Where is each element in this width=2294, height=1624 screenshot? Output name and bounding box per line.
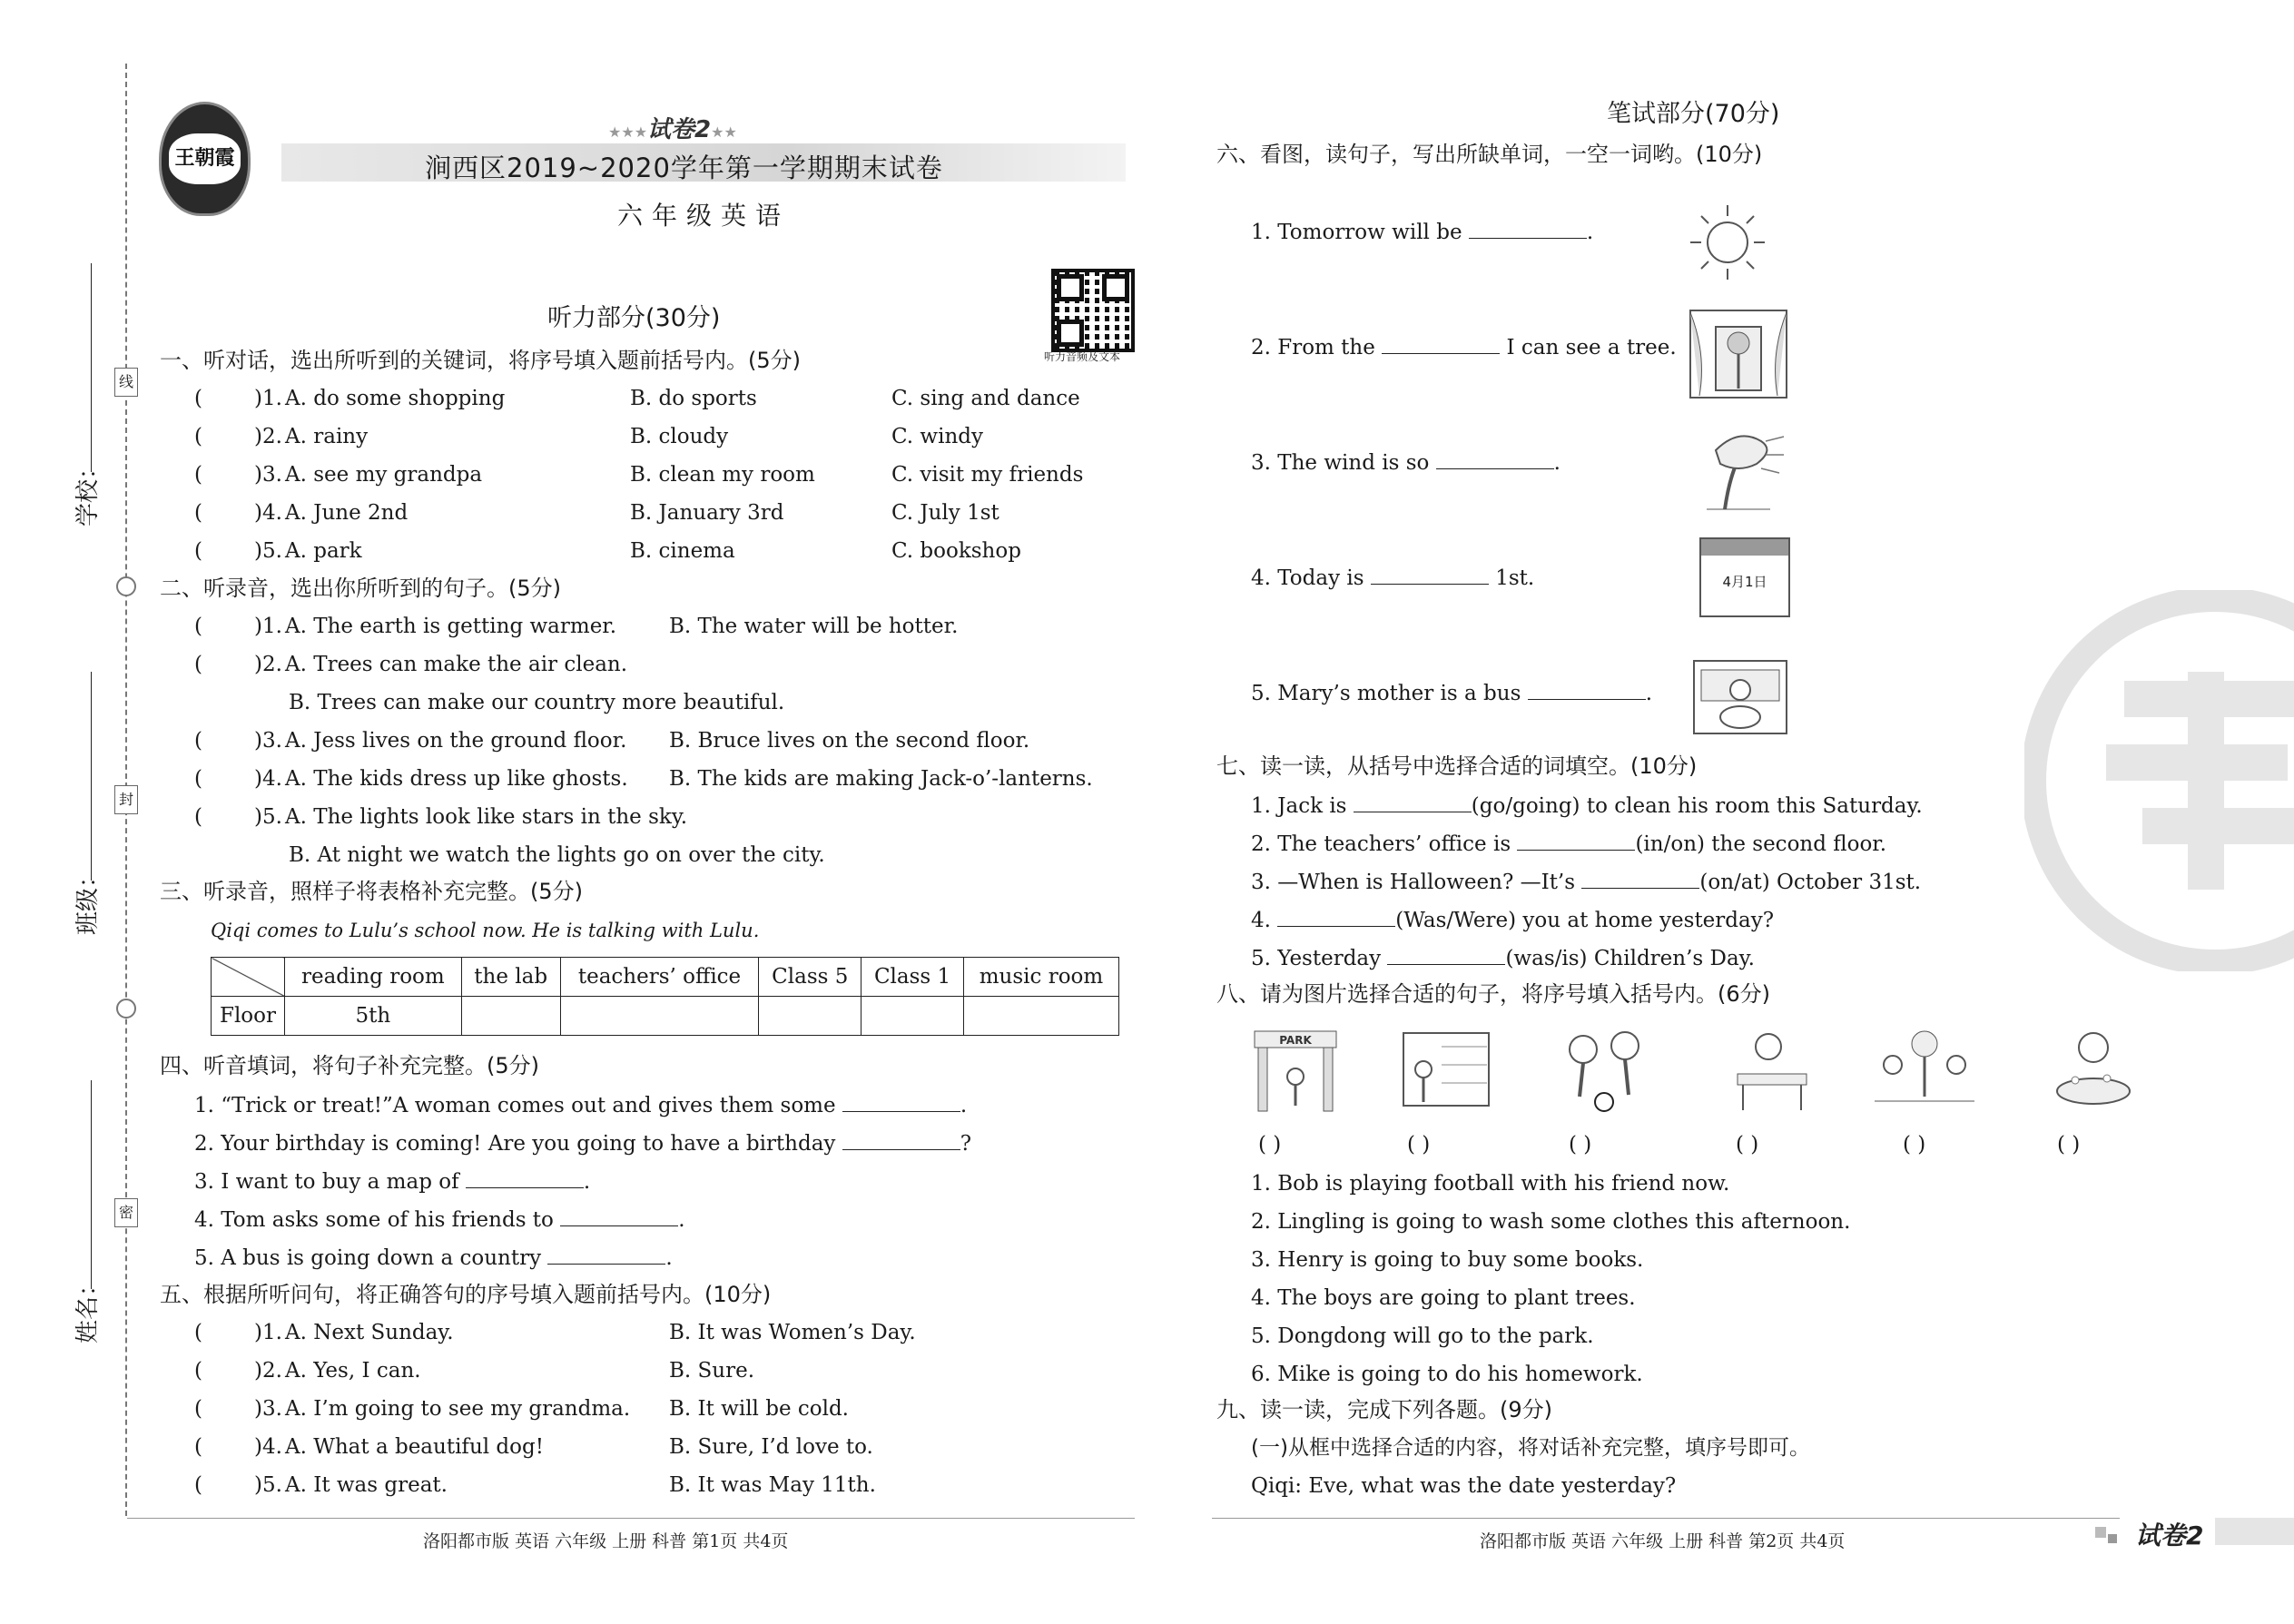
qr-caption: 听力音频及文本 (1044, 350, 1121, 363)
answer-bracket[interactable]: ( ) (2057, 1133, 2081, 1156)
s8-title: 八、请为图片选择合适的句子，将序号填入括号内。(6分) (1216, 981, 1770, 1007)
answer-blank[interactable] (1469, 218, 1587, 239)
table-cell-input[interactable] (461, 997, 560, 1036)
binding-hole (116, 576, 136, 596)
table-header-row (212, 958, 1119, 997)
option-c: C. windy (891, 425, 983, 448)
school-label: 学校： (74, 455, 102, 527)
option-a: A. Jess lives on the ground floor. (285, 729, 627, 753)
s3-title: 三、听录音，照样子将表格补充完整。(5分) (160, 879, 583, 904)
answer-blank[interactable] (1382, 333, 1500, 354)
answer-bracket[interactable]: ( (194, 1435, 202, 1459)
sun-icon (1687, 202, 1768, 283)
seal-watermark-icon (2024, 590, 2294, 971)
answer-bracket[interactable]: ( (194, 463, 202, 487)
class-field[interactable] (91, 672, 92, 881)
name-label: 姓名： (74, 1272, 102, 1343)
table-cell-input[interactable] (560, 997, 759, 1036)
option-a: A. do some shopping (285, 387, 506, 410)
option-b: B. The water will be hotter. (669, 615, 959, 638)
answer-bracket[interactable]: ( (194, 615, 202, 638)
answer-bracket[interactable]: ( ) (1903, 1133, 1926, 1156)
row-label: Floor (212, 997, 285, 1036)
s7-item: 2. The teachers’ office is (in/on) the second floor. (1251, 830, 1886, 858)
option-b: B. cinema (630, 539, 735, 563)
s9-dialogue-line: Qiqi: Eve, what was the date yesterday? (1251, 1474, 1677, 1498)
brand-logo (159, 102, 251, 216)
option-c: C. July 1st (891, 501, 999, 525)
bookshop-icon (1396, 1024, 1496, 1115)
option-b: B. Sure, I’d love to. (669, 1435, 873, 1459)
answer-blank[interactable] (1436, 448, 1554, 469)
item-number: )2. (254, 425, 282, 448)
option-a: A. Trees can make the air clean. (285, 653, 628, 676)
option-a: A. The lights look like stars in the sky. (285, 805, 688, 829)
answer-bracket[interactable]: ( (194, 539, 202, 563)
s6-title: 六、看图，读句子，写出所缺单词，一空一词哟。(10分) (1216, 142, 1763, 167)
answer-bracket[interactable]: ( (194, 729, 202, 753)
option-a: A. park (285, 539, 362, 563)
s7-item: 3. —When is Halloween? —It’s (on/at) October 31st. (1251, 868, 1921, 896)
option-b: B. Sure. (669, 1359, 755, 1383)
homework-icon (1725, 1024, 1816, 1115)
answer-blank[interactable] (1371, 564, 1489, 585)
option-a: A. Yes, I can. (285, 1359, 421, 1383)
item-number: )5. (254, 1473, 282, 1497)
answer-bracket[interactable]: ( ) (1258, 1133, 1282, 1156)
answer-blank[interactable] (842, 1129, 960, 1150)
option-a: A. What a beautiful dog! (285, 1435, 544, 1459)
football-icon (1554, 1024, 1654, 1115)
option-b: B. Bruce lives on the second floor. (669, 729, 1030, 753)
footer-deco (2108, 1534, 2117, 1543)
answer-blank[interactable] (1354, 792, 1472, 812)
bus-driver-icon (1690, 657, 1790, 737)
writing-title: 笔试部分(70分) (1607, 100, 1780, 128)
table-header: Class 5 (759, 958, 861, 997)
option-c: C. sing and dance (891, 387, 1080, 410)
binding-hole (116, 999, 136, 1019)
s8-sentence: 5. Dongdong will go to the park. (1251, 1324, 1594, 1348)
table-cell: 5th (285, 997, 462, 1036)
answer-bracket[interactable]: ( (194, 387, 202, 410)
table-header: music room (963, 958, 1118, 997)
calendar-date: 4月1日 (1722, 574, 1767, 590)
table-header: Class 1 (861, 958, 964, 997)
table-row (212, 997, 1119, 1036)
option-a: A. see my grandpa (285, 463, 483, 487)
option-b: B. At night we watch the lights go on over the city. (289, 843, 825, 867)
item-number: )1. (254, 387, 282, 410)
table-header: reading room (285, 958, 462, 997)
binding-mark-seal: 封 (114, 785, 138, 814)
s4-title: 四、听音填词，将句子补充完整。(5分) (160, 1053, 539, 1078)
answer-bracket[interactable]: ( ) (1736, 1133, 1759, 1156)
s9-title: 九、读一读，完成下列各题。(9分) (1216, 1397, 1552, 1422)
listening-title: 听力部分(30分) (547, 304, 721, 332)
answer-blank[interactable] (547, 1244, 665, 1265)
s2-title: 二、听录音，选出你所听到的句子。(5分) (160, 576, 561, 601)
s6-item: 5. Mary’s mother is a bus . (1251, 679, 1652, 707)
s4-item: 1. “Trick or treat!”A woman comes out and gives them some . (194, 1091, 967, 1119)
answer-blank[interactable] (466, 1167, 584, 1188)
footer-deco (2095, 1527, 2106, 1538)
table-header: the lab (461, 958, 560, 997)
plant-trees-icon (1870, 1024, 1979, 1115)
answer-bracket[interactable]: ( (194, 767, 202, 791)
table-cell-input[interactable] (759, 997, 861, 1036)
option-c: C. bookshop (891, 539, 1021, 563)
name-field[interactable] (91, 1080, 92, 1289)
answer-bracket[interactable]: ( (194, 805, 202, 829)
table-header: teachers’ office (560, 958, 759, 997)
option-a: A. rainy (285, 425, 369, 448)
footer-rule (1212, 1518, 2120, 1519)
option-b: B. do sports (630, 387, 757, 410)
answer-blank[interactable] (560, 1206, 678, 1226)
s7-item: 4. (Was/Were) you at home yesterday? (1251, 906, 1774, 934)
option-a: A. June 2nd (285, 501, 409, 525)
answer-blank[interactable] (1517, 830, 1635, 851)
answer-bracket[interactable]: ( (194, 653, 202, 676)
park-gate-icon (1245, 1024, 1345, 1115)
footer-right: 洛阳都市版 英语 六年级 上册 科普 第2页 共4页 (1480, 1531, 1846, 1551)
s6-item: 2. From the I can see a tree. (1251, 333, 1677, 361)
s7-item: 5. Yesterday (was/is) Children’s Day. (1251, 944, 1755, 972)
answer-bracket[interactable]: ( (194, 1397, 202, 1421)
item-number: )4. (254, 1435, 282, 1459)
s8-sentence: 1. Bob is playing football with his friend now. (1251, 1172, 1730, 1196)
binding-mark-dense: 密 (114, 1198, 138, 1227)
series-tag: ★★★试卷2★★ (608, 116, 737, 143)
item-number: )3. (254, 729, 282, 753)
s8-sentence: 6. Mike is going to do his homework. (1251, 1363, 1643, 1386)
floor-table (211, 957, 1119, 1036)
option-a: A. The kids dress up like ghosts. (285, 767, 628, 791)
item-number: )5. (254, 805, 282, 829)
s9-sub-instruction: (一)从框中选择合适的内容，将对话补充完整，填序号即可。 (1251, 1436, 1810, 1460)
s4-item: 3. I want to buy a map of . (194, 1167, 590, 1196)
answer-bracket[interactable]: ( ) (1569, 1133, 1592, 1156)
item-number: )4. (254, 767, 282, 791)
s5-title: 五、根据所听问句，将正确答句的序号填入题前括号内。(10分) (160, 1282, 772, 1307)
answer-bracket[interactable]: ( ) (1407, 1133, 1431, 1156)
s6-item: 4. Today is 1st. (1251, 564, 1534, 592)
answer-bracket[interactable]: ( (194, 1359, 202, 1383)
answer-blank[interactable] (1528, 679, 1646, 700)
answer-bracket[interactable]: ( (194, 501, 202, 525)
option-b: B. It was Women’s Day. (669, 1321, 916, 1344)
park-sign-text: PARK (1279, 1034, 1312, 1047)
option-b: B. January 3rd (630, 501, 784, 525)
exam-title: 涧西区2019~2020学年第一学期期末试卷 (425, 153, 943, 183)
answer-blank[interactable] (1387, 944, 1505, 965)
answer-blank[interactable] (842, 1091, 960, 1112)
footer-tab (2215, 1518, 2294, 1545)
class-label: 班级： (74, 863, 102, 935)
footer-series-tag: 试卷2 (2135, 1521, 2204, 1550)
item-number: )5. (254, 539, 282, 563)
item-number: )1. (254, 615, 282, 638)
s8-sentence: 3. Henry is going to buy some books. (1251, 1248, 1644, 1272)
table-cell-input[interactable] (963, 997, 1118, 1036)
s6-item: 1. Tomorrow will be . (1251, 218, 1593, 246)
s8-sentence: 4. The boys are going to plant trees. (1251, 1286, 1636, 1310)
item-number: )3. (254, 1397, 282, 1421)
s4-item: 4. Tom asks some of his friends to . (194, 1206, 685, 1234)
table-cell-input[interactable] (861, 997, 964, 1036)
windy-tree-icon (1689, 423, 1788, 514)
exam-subtitle: 六年级英语 (617, 201, 791, 231)
window-icon (1689, 309, 1788, 399)
option-b: B. It was May 11th. (669, 1473, 876, 1497)
answer-blank[interactable] (1277, 906, 1395, 927)
option-b: B. The kids are making Jack-o’-lanterns. (669, 767, 1093, 791)
s3-intro: Qiqi comes to Lulu’s school now. He is talking with Lulu. (211, 920, 760, 941)
s6-item: 3. The wind is so . (1251, 448, 1561, 477)
option-b: B. cloudy (630, 425, 729, 448)
footer-left: 洛阳都市版 英语 六年级 上册 科普 第1页 共4页 (423, 1531, 789, 1551)
binding-mark-line: 线 (114, 368, 138, 397)
item-number: )4. (254, 501, 282, 525)
answer-blank[interactable] (1581, 868, 1699, 889)
option-c: C. visit my friends (891, 463, 1084, 487)
calendar-icon (1699, 537, 1790, 617)
option-a: A. Next Sunday. (285, 1321, 454, 1344)
option-b: B. clean my room (630, 463, 815, 487)
footer-rule (127, 1518, 1135, 1519)
table-corner-cell (212, 958, 285, 997)
washing-clothes-icon (2048, 1024, 2139, 1115)
answer-bracket[interactable]: ( (194, 425, 202, 448)
option-a: A. It was great. (285, 1473, 448, 1497)
qr-code[interactable] (1051, 269, 1135, 352)
brand-logo-text: 王朝霞 (169, 133, 241, 184)
s4-item: 5. A bus is going down a country . (194, 1244, 673, 1272)
s7-item: 1. Jack is (go/going) to clean his room this Saturday. (1251, 792, 1923, 820)
item-number: )1. (254, 1321, 282, 1344)
s1-title: 一、听对话，选出所听到的关键词，将序号填入题前括号内。(5分) (160, 348, 801, 373)
school-field[interactable] (91, 263, 92, 472)
answer-bracket[interactable]: ( (194, 1321, 202, 1344)
option-a: A. The earth is getting warmer. (285, 615, 617, 638)
option-a: A. I’m going to see my grandma. (285, 1397, 631, 1421)
option-b: B. Trees can make our country more beautiful. (289, 691, 785, 714)
s7-title: 七、读一读，从括号中选择合适的词填空。(10分) (1216, 753, 1698, 779)
item-number: )2. (254, 653, 282, 676)
item-number: )2. (254, 1359, 282, 1383)
option-b: B. It will be cold. (669, 1397, 849, 1421)
s8-sentence: 2. Lingling is going to wash some clothes this afternoon. (1251, 1210, 1851, 1234)
s4-item: 2. Your birthday is coming! Are you going to have a birthday ? (194, 1129, 971, 1157)
item-number: )3. (254, 463, 282, 487)
answer-bracket[interactable]: ( (194, 1473, 202, 1497)
